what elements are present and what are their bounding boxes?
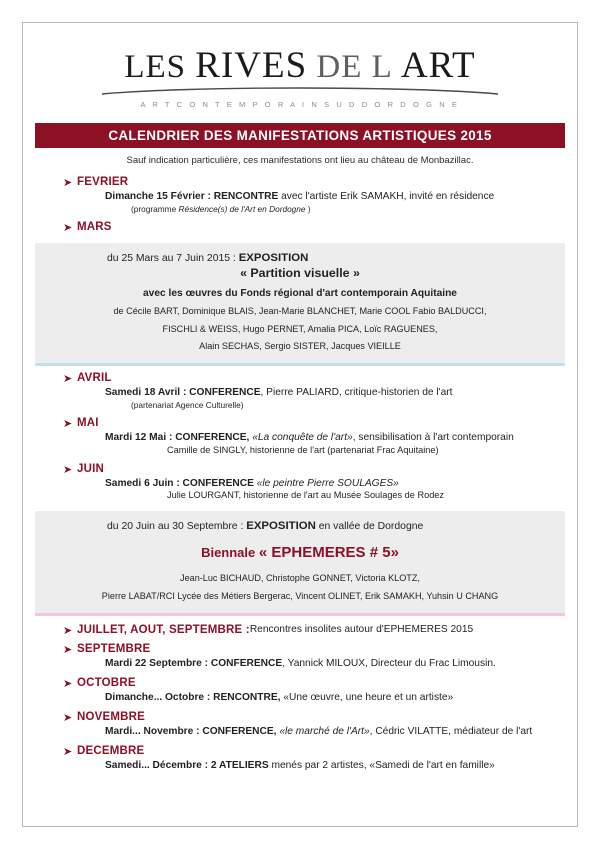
entry-avril-strong: Samedi 18 Avril : CONFERENCE (105, 387, 261, 399)
entry-septembre-strong: Mardi 22 Septembre : CONFERENCE (105, 658, 283, 670)
arrow-bullet-icon: ➤ (63, 221, 73, 234)
logo-word-les: LES (124, 49, 187, 85)
entry-novembre-rest: , Cédric VILATTE, médiateur de l'art (369, 725, 533, 737)
biennale-name: « EPHEMERES # 5» (258, 544, 399, 562)
biennale-title (45, 544, 555, 561)
biennale-word: Biennale (201, 545, 259, 561)
entry-octobre (35, 691, 565, 705)
arrow-bullet-icon: ➤ (63, 373, 73, 386)
entry-novembre-italic: «le marché de l'Art» (276, 725, 370, 737)
blue-divider (35, 363, 565, 366)
logo-tagline: A R T C O N T E M P O R A I N S U D D O R D O G N E (140, 100, 460, 109)
month-label-fevrier: FEVRIER (77, 176, 129, 188)
page-title: CALENDRIER DES MANIFESTATIONS ARTISTIQUES 2015 (35, 123, 565, 148)
entry-juin-italic: «le peintre Pierre SOULAGES» (253, 477, 399, 489)
entry-juin-strong: Samedi 6 Juin : CONFERENCE (105, 477, 254, 489)
month-heading-novembre (35, 711, 565, 724)
month-heading-avril (35, 372, 565, 385)
expo-spring-artists-1: de Cécile BART, Dominique BLAIS, Jean-Marie BLANCHET, Marie COOL Fabio BALDUCCI, (113, 305, 487, 316)
month-heading-decembre (35, 745, 565, 758)
month-heading-fevrier (35, 176, 565, 189)
expo-summer-dates (45, 520, 555, 532)
month-label-mai: MAI (77, 416, 99, 429)
expo-summer-artists-1: Jean-Luc BICHAUD, Christophe GONNET, Victoria KLOTZ, (180, 573, 420, 584)
arrow-bullet-icon: ➤ (63, 417, 73, 430)
entry-mai-rest: , sensibilisation à l'art contemporain (352, 431, 514, 443)
logo-block (35, 33, 565, 115)
entry-mai (35, 431, 565, 445)
logo-word-de: DE (316, 49, 363, 85)
entry-fevrier-note-italic: Résidence(s) de l'Art en Dordogne (178, 203, 306, 214)
entry-fevrier-rest: avec l'artiste Erik SAMAKH, invité en résidence (278, 191, 495, 203)
entry-decembre-strong: Samedi... Décembre : 2 ATELIERS (105, 759, 269, 771)
entry-octobre-rest: «Une œuvre, une heure et un artiste» (280, 692, 454, 704)
expo-spring-panel (35, 243, 565, 363)
logo-wordmark (35, 47, 565, 84)
flyer-sheet (22, 22, 578, 827)
month-heading-octobre (35, 677, 565, 690)
arrow-bullet-icon: ➤ (63, 644, 73, 657)
month-heading-mars (35, 221, 565, 234)
expo-spring-artists-3: Alain SECHAS, Sergio SISTER, Jacques VIEILLE (199, 341, 401, 352)
page-subtitle: Sauf indication particulière, ces manifestations ont lieu au château de Monbazillac. (126, 155, 474, 166)
arrow-bullet-icon: ➤ (63, 177, 73, 189)
entry-fevrier-strong: Dimanche 15 Février : RENCONTRE (105, 191, 279, 203)
entry-avril-note: (partenariat Agence Culturelle) (131, 400, 244, 411)
entry-juin (35, 477, 565, 491)
entry-novembre-strong: Mardi... Novembre : CONFERENCE, (105, 725, 277, 737)
pink-divider (35, 613, 565, 616)
month-label-juillet: JUILLET, AOUT, SEPTEMBRE : (77, 624, 250, 637)
entry-septembre-rest: , Yannick MILOUX, Directeur du Frac Limousin. (282, 658, 496, 670)
month-label-septembre: SEPTEMBRE (77, 643, 151, 656)
entry-octobre-strong: Dimanche... Octobre : RENCONTRE, (105, 692, 281, 704)
expo-summer-panel (35, 511, 565, 613)
expo-spring-dates-text: du 25 Mars au 7 Juin 2015 : (107, 252, 239, 264)
month-label-octobre: OCTOBRE (77, 677, 136, 690)
logo-word-art: ART (400, 45, 476, 86)
entry-avril-rest: , Pierre PALIARD, critique-historien de l'art (260, 387, 453, 399)
expo-spring-label: EXPOSITION (238, 251, 309, 264)
expo-summer-artists-2: Pierre LABAT/RCI Lycée des Métiers Bergerac, Vincent OLINET, Erik SAMAKH, Yuhsin U CHANG (101, 591, 499, 602)
entry-septembre (35, 657, 565, 671)
expo-spring-artists-2: FISCHLI & WEISS, Hugo PERNET, Amalia PICA, Loïc RAGUENES, (162, 323, 438, 334)
month-label-avril: AVRIL (77, 372, 112, 385)
month-label-novembre: NOVEMBRE (77, 710, 146, 723)
expo-summer-dates-rest: en vallée de Dordogne (315, 521, 424, 533)
entry-mai-note: Camille de SINGLY, historienne de l'art (partenariat Frac Aquitaine) (167, 444, 439, 455)
expo-spring-with-line: avec les œuvres du Fonds régional d'art contemporain Aquitaine (143, 287, 457, 299)
entry-juin-note: Julie LOURGANT, historienne de l'art au Musée Soulages de Rodez (167, 490, 445, 501)
entry-fevrier-note-post: ) (305, 203, 311, 214)
entry-mai-italic: «La conquête de l'art» (249, 431, 353, 443)
logo-swoosh-icon (100, 86, 500, 96)
arrow-bullet-icon: ➤ (63, 463, 73, 476)
entry-novembre (35, 725, 565, 739)
month-heading-juillet (35, 624, 565, 637)
entry-mai-strong: Mardi 12 Mai : CONFERENCE, (105, 431, 250, 443)
logo-word-rives: RIVES (195, 45, 308, 86)
month-label-mars: MARS (77, 220, 112, 233)
entry-fevrier (35, 190, 565, 204)
arrow-bullet-icon: ➤ (63, 625, 73, 638)
expo-spring-dates (45, 252, 555, 264)
entry-fevrier-note-pre: (programme (131, 203, 179, 214)
month-heading-mai (35, 417, 565, 430)
arrow-bullet-icon: ➤ (63, 678, 73, 691)
entry-avril (35, 386, 565, 400)
expo-summer-dates-text: du 20 Juin au 30 Septembre : (107, 521, 247, 533)
arrow-bullet-icon: ➤ (63, 745, 73, 758)
month-heading-juin (35, 463, 565, 476)
logo-word-l: L (371, 49, 392, 85)
entry-decembre-rest: menés par 2 artistes, «Samedi de l'art en famille» (268, 759, 495, 771)
entry-juillet-rest: Rencontres insolites autour d'EPHEMERES 2015 (249, 624, 474, 636)
month-label-decembre: DECEMBRE (77, 744, 145, 757)
entry-fevrier-note (35, 204, 565, 215)
expo-spring-title: « Partition visuelle » (240, 265, 360, 280)
expo-summer-label: EXPOSITION (246, 520, 316, 533)
month-label-juin: JUIN (77, 462, 105, 475)
entry-decembre (35, 759, 565, 773)
arrow-bullet-icon: ➤ (63, 711, 73, 724)
month-heading-septembre (35, 643, 565, 656)
